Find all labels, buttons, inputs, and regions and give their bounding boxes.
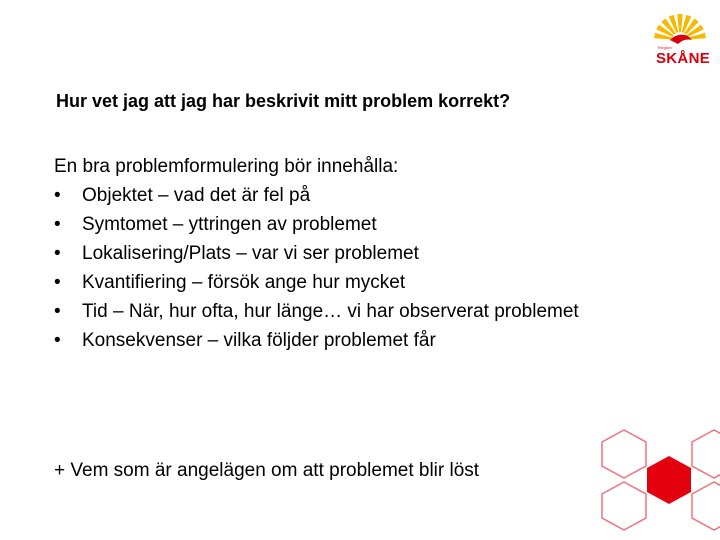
list-item: • Objektet – vad det är fel på <box>54 181 654 210</box>
bullet-icon: • <box>54 185 61 206</box>
logo-wordmark: SKÅNE <box>656 50 711 67</box>
logo-small-text: Region <box>658 45 672 50</box>
hexagon-decoration-icon <box>580 400 720 540</box>
region-skane-logo <box>648 10 712 70</box>
bullet-icon: • <box>54 330 61 351</box>
list-item: • Symtomet – yttringen av problemet <box>54 210 654 239</box>
list-item: • Tid – När, hur ofta, hur länge… vi har observerat problemet <box>54 297 654 326</box>
list-item: • Lokalisering/Plats – var vi ser problemet <box>54 239 654 268</box>
slide-body <box>54 152 654 355</box>
bullet-list <box>54 181 654 355</box>
bullet-icon: • <box>54 214 61 235</box>
list-item: • Kvantifiering – försök ange hur mycket <box>54 268 654 297</box>
bullet-icon: • <box>54 301 61 322</box>
footer-note: + Vem som är angelägen om att problemet blir löst <box>54 460 480 481</box>
bullet-icon: • <box>54 243 61 264</box>
intro-text: En bra problemformulering bör innehålla: <box>54 156 399 177</box>
slide-title: Hur vet jag att jag har beskrivit mitt problem korrekt? <box>56 91 511 111</box>
sun-icon <box>648 10 712 50</box>
bullet-icon: • <box>54 272 61 293</box>
list-item: • Konsekvenser – vilka följder problemet får <box>54 326 654 355</box>
